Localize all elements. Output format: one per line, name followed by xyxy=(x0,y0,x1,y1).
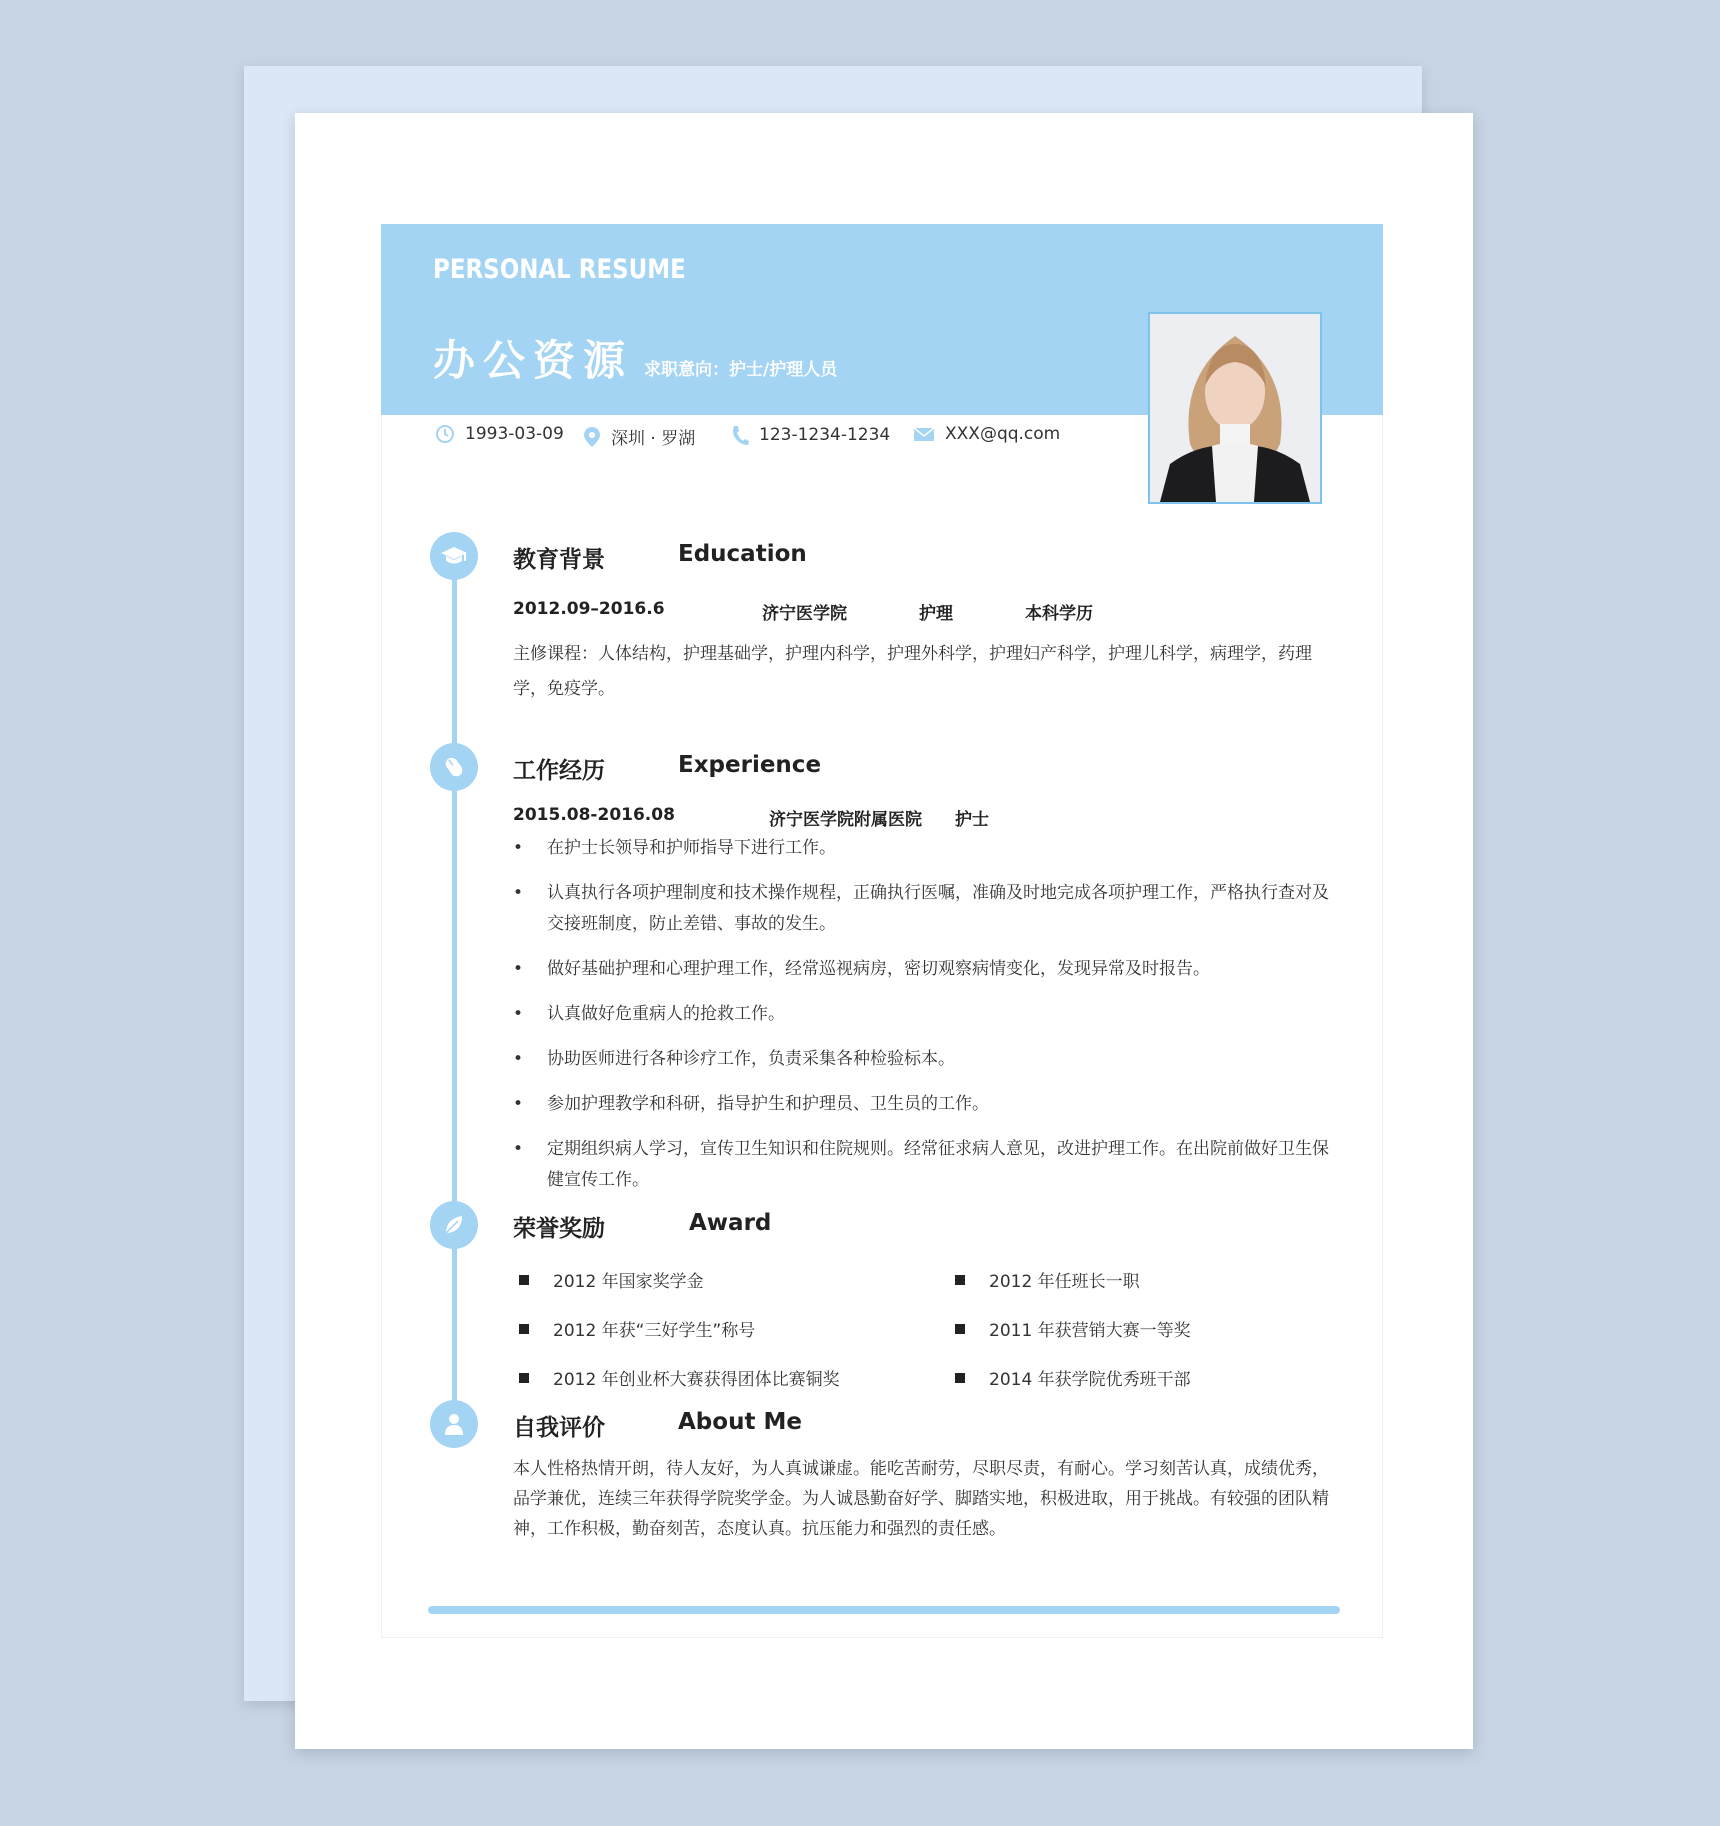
mail-icon xyxy=(913,426,935,442)
education-title-en: Education xyxy=(678,541,807,567)
list-item: 2011 年获营销大赛一等奖 xyxy=(949,1316,1191,1341)
experience-duties xyxy=(513,833,1343,1210)
location-text: 深圳 · 罗湖 xyxy=(611,429,696,449)
experience-title xyxy=(513,752,822,785)
candidate-name: 办公资源 xyxy=(433,336,634,385)
education-title-cn: 教育背景 xyxy=(513,547,605,573)
person-icon xyxy=(443,1412,465,1436)
education-major: 护理 xyxy=(919,604,953,624)
list-item: • 参加护理教学和科研，指导护生和护理员、卫生员的工作。 xyxy=(513,1089,1343,1120)
timeline-line xyxy=(452,558,457,1434)
list-item: 2012 年创业杯大赛获得团体比赛铜奖 xyxy=(513,1365,840,1390)
list-item: 2012 年国家奖学金 xyxy=(513,1267,704,1292)
award-title-cn: 荣誉奖励 xyxy=(513,1216,605,1242)
about-section-marker xyxy=(430,1400,478,1448)
about-title-cn: 自我评价 xyxy=(513,1415,605,1441)
phone-icon xyxy=(731,424,749,446)
experience-title-cn: 工作经历 xyxy=(513,758,605,784)
list-item: • 在护士长领导和护师指导下进行工作。 xyxy=(513,833,1343,864)
education-title xyxy=(513,541,807,574)
education-degree: 本科学历 xyxy=(1025,604,1093,624)
phone-item xyxy=(731,424,890,446)
email-item xyxy=(913,424,1060,444)
birthday-item xyxy=(435,424,564,444)
about-title xyxy=(513,1409,802,1442)
education-period: 2012.09–2016.6 xyxy=(513,599,665,619)
award-title-en: Award xyxy=(689,1210,772,1236)
location-pin-icon xyxy=(583,426,601,448)
phone-text: 123-1234-1234 xyxy=(759,425,891,445)
mouse-icon xyxy=(442,755,466,779)
list-item: 2014 年获学院优秀班干部 xyxy=(949,1365,1191,1390)
birthday-text: 1993-03-09 xyxy=(465,424,564,444)
award-section-marker xyxy=(430,1201,478,1249)
resume-page xyxy=(295,113,1473,1749)
list-item: • 定期组织病人学习，宣传卫生知识和住院规则。经常征求病人意见，改进护理工作。在出院前做好卫生保健宣传工作。 xyxy=(513,1134,1343,1196)
job-intent: 求职意向：护士/护理人员 xyxy=(644,360,838,380)
bottom-bar xyxy=(428,1606,1340,1614)
profile-photo xyxy=(1148,312,1322,504)
list-item: • 认真做好危重病人的抢救工作。 xyxy=(513,999,1343,1030)
list-item: • 做好基础护理和心理护理工作，经常巡视病房，密切观察病情变化，发现异常及时报告。 xyxy=(513,954,1343,985)
experience-title-en: Experience xyxy=(678,752,822,778)
list-item: • 认真执行各项护理制度和技术操作规程，正确执行医嘱，准确及时地完成各项护理工作，严格执行查对及交接班制度，防止差错、事故的发生。 xyxy=(513,878,1343,940)
graduation-cap-icon xyxy=(440,545,468,567)
list-item: 2012 年获“三好学生”称号 xyxy=(513,1316,755,1341)
header-en-title: PERSONAL RESUME xyxy=(433,254,686,285)
experience-period: 2015.08-2016.08 xyxy=(513,805,675,825)
experience-company: 济宁医学院附属医院 xyxy=(769,810,922,830)
leaf-icon xyxy=(442,1213,466,1237)
education-courses: 主修课程：人体结构，护理基础学，护理内科学，护理外科学，护理妇产科学，护理儿科学，病理学，药理学，免疫学。 xyxy=(513,644,1312,699)
list-item: 2012 年任班长一职 xyxy=(949,1267,1140,1292)
experience-section-marker xyxy=(430,743,478,791)
about-title-en: About Me xyxy=(678,1409,802,1435)
list-item: • 协助医师进行各种诊疗工作，负责采集各种检验标本。 xyxy=(513,1044,1343,1075)
email-text: XXX@qq.com xyxy=(945,424,1061,444)
education-school: 济宁医学院 xyxy=(762,604,847,624)
education-section-marker xyxy=(430,532,478,580)
award-title xyxy=(513,1210,772,1243)
about-text: 本人性格热情开朗，待人友好，为人真诚谦虚。能吃苦耐劳，尽职尽责，有耐心。学习刻苦认真，成绩优秀，品学兼优，连续三年获得学院奖学金。为人诚恳勤奋好学、脚踏实地，积极进取，用于挑战。有较强的团队精神，工作积极，勤奋刻苦，态度认真。抗压能力和强烈的责任感。 xyxy=(513,1459,1329,1539)
clock-icon xyxy=(435,424,455,444)
location-item xyxy=(583,424,695,449)
experience-position: 护士 xyxy=(955,810,989,830)
